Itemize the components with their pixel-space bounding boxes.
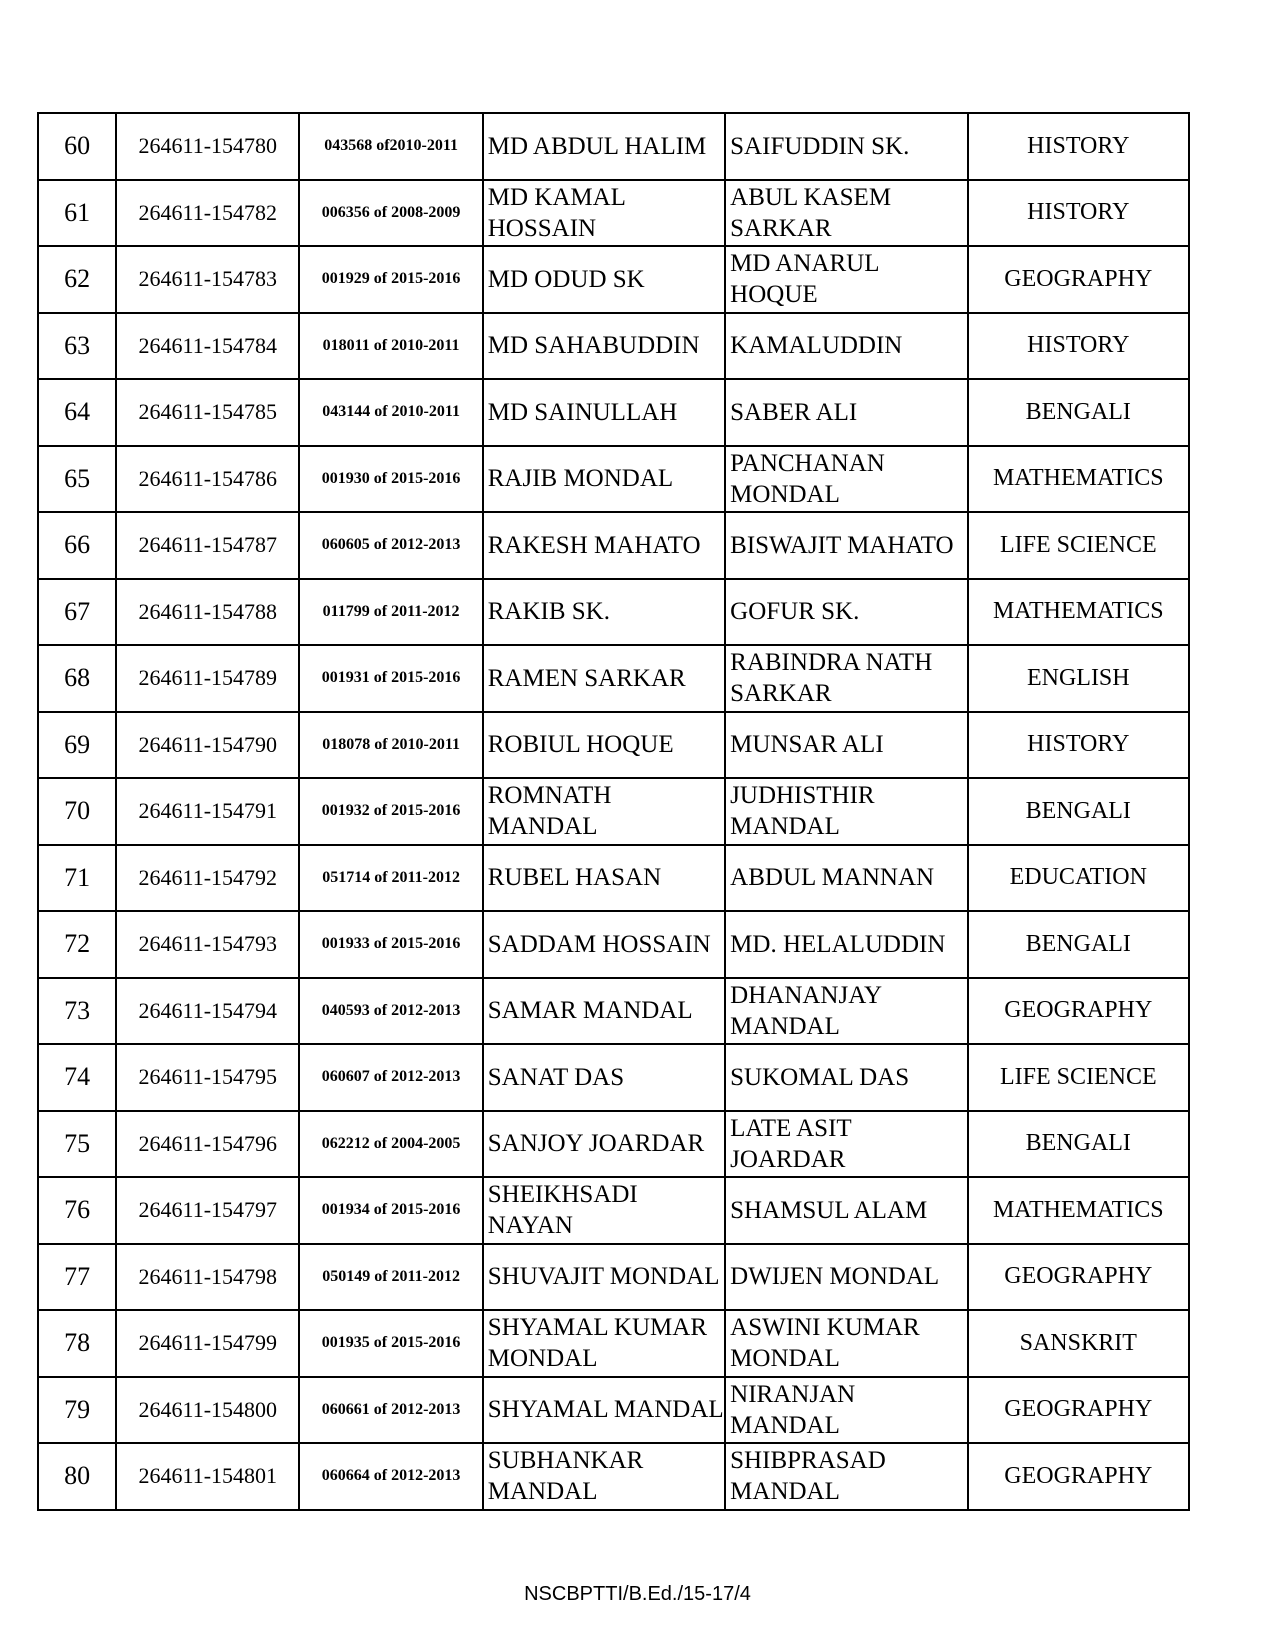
guardian-name-cell: ASWINI KUMAR MONDAL [725, 1310, 967, 1377]
roll-id-cell: 264611-154784 [116, 313, 299, 380]
roll-id-cell: 264611-154787 [116, 512, 299, 579]
serial-number-cell: 72 [38, 911, 116, 978]
roll-id-cell: 264611-154791 [116, 778, 299, 845]
guardian-name-cell: SABER ALI [725, 379, 967, 446]
serial-number-cell: 75 [38, 1111, 116, 1178]
subject-cell: ENGLISH [968, 645, 1189, 712]
table-row [38, 1443, 1189, 1510]
table-row [38, 313, 1189, 380]
registration-cell: 006356 of 2008-2009 [299, 180, 482, 247]
student-name-cell: MD ODUD SK [483, 246, 725, 313]
student-name-cell: RAKIB SK. [483, 579, 725, 646]
serial-number-cell: 76 [38, 1177, 116, 1244]
registration-cell: 060607 of 2012-2013 [299, 1044, 482, 1111]
guardian-name-cell: JUDHISTHIR MANDAL [725, 778, 967, 845]
registration-cell: 060664 of 2012-2013 [299, 1443, 482, 1510]
student-name-cell: RUBEL HASAN [483, 845, 725, 912]
table-row [38, 579, 1189, 646]
roll-id-cell: 264611-154782 [116, 180, 299, 247]
registration-cell: 001930 of 2015-2016 [299, 446, 482, 513]
student-name-cell: SAMAR MANDAL [483, 978, 725, 1045]
serial-number-cell: 68 [38, 645, 116, 712]
serial-number-cell: 60 [38, 113, 116, 180]
table-row [38, 113, 1189, 180]
table-row [38, 778, 1189, 845]
registration-cell: 062212 of 2004-2005 [299, 1111, 482, 1178]
serial-number-cell: 62 [38, 246, 116, 313]
table-row [38, 978, 1189, 1045]
student-name-cell: MD ABDUL HALIM [483, 113, 725, 180]
table-row [38, 1244, 1189, 1311]
roll-id-cell: 264611-154790 [116, 712, 299, 779]
guardian-name-cell: MD. HELALUDDIN [725, 911, 967, 978]
subject-cell: HISTORY [968, 113, 1189, 180]
guardian-name-cell: KAMALUDDIN [725, 313, 967, 380]
table-row [38, 911, 1189, 978]
registration-cell: 051714 of 2011-2012 [299, 845, 482, 912]
serial-number-cell: 61 [38, 180, 116, 247]
subject-cell: GEOGRAPHY [968, 1443, 1189, 1510]
serial-number-cell: 80 [38, 1443, 116, 1510]
guardian-name-cell: DHANANJAY MANDAL [725, 978, 967, 1045]
guardian-name-cell: SUKOMAL DAS [725, 1044, 967, 1111]
roll-id-cell: 264611-154794 [116, 978, 299, 1045]
serial-number-cell: 70 [38, 778, 116, 845]
registration-cell: 011799 of 2011-2012 [299, 579, 482, 646]
table-row [38, 1377, 1189, 1444]
student-name-cell: ROBIUL HOQUE [483, 712, 725, 779]
subject-cell: BENGALI [968, 1111, 1189, 1178]
roll-id-cell: 264611-154786 [116, 446, 299, 513]
serial-number-cell: 77 [38, 1244, 116, 1311]
subject-cell: BENGALI [968, 379, 1189, 446]
registration-cell: 001932 of 2015-2016 [299, 778, 482, 845]
roll-id-cell: 264611-154793 [116, 911, 299, 978]
serial-number-cell: 78 [38, 1310, 116, 1377]
subject-cell: GEOGRAPHY [968, 1377, 1189, 1444]
table-row [38, 1044, 1189, 1111]
serial-number-cell: 73 [38, 978, 116, 1045]
subject-cell: MATHEMATICS [968, 1177, 1189, 1244]
registration-cell: 001929 of 2015-2016 [299, 246, 482, 313]
table-row [38, 1111, 1189, 1178]
subject-cell: SANSKRIT [968, 1310, 1189, 1377]
guardian-name-cell: GOFUR SK. [725, 579, 967, 646]
table-row [38, 512, 1189, 579]
subject-cell: GEOGRAPHY [968, 246, 1189, 313]
subject-cell: BENGALI [968, 911, 1189, 978]
guardian-name-cell: ABDUL MANNAN [725, 845, 967, 912]
registration-cell: 043568 of2010-2011 [299, 113, 482, 180]
registration-cell: 060605 of 2012-2013 [299, 512, 482, 579]
roll-id-cell: 264611-154801 [116, 1443, 299, 1510]
registration-cell: 001933 of 2015-2016 [299, 911, 482, 978]
student-name-cell: MD SAHABUDDIN [483, 313, 725, 380]
student-name-cell: SHYAMAL MANDAL [483, 1377, 725, 1444]
student-name-cell: SUBHANKAR MANDAL [483, 1443, 725, 1510]
table-row [38, 1310, 1189, 1377]
registration-cell: 001931 of 2015-2016 [299, 645, 482, 712]
subject-cell: HISTORY [968, 313, 1189, 380]
registration-cell: 043144 of 2010-2011 [299, 379, 482, 446]
registration-cell: 001934 of 2015-2016 [299, 1177, 482, 1244]
student-roll-table [37, 112, 1190, 1511]
student-name-cell: MD SAINULLAH [483, 379, 725, 446]
guardian-name-cell: SAIFUDDIN SK. [725, 113, 967, 180]
student-name-cell: SHYAMAL KUMAR MONDAL [483, 1310, 725, 1377]
student-name-cell: SANAT DAS [483, 1044, 725, 1111]
registration-cell: 060661 of 2012-2013 [299, 1377, 482, 1444]
guardian-name-cell: SHAMSUL ALAM [725, 1177, 967, 1244]
table-row [38, 845, 1189, 912]
roll-id-cell: 264611-154792 [116, 845, 299, 912]
guardian-name-cell: PANCHANAN MONDAL [725, 446, 967, 513]
guardian-name-cell: BISWAJIT MAHATO [725, 512, 967, 579]
subject-cell: LIFE SCIENCE [968, 1044, 1189, 1111]
roll-id-cell: 264611-154780 [116, 113, 299, 180]
roll-id-cell: 264611-154789 [116, 645, 299, 712]
student-name-cell: SHUVAJIT MONDAL [483, 1244, 725, 1311]
serial-number-cell: 74 [38, 1044, 116, 1111]
student-name-cell: RAJIB MONDAL [483, 446, 725, 513]
guardian-name-cell: MUNSAR ALI [725, 712, 967, 779]
student-name-cell: ROMNATH MANDAL [483, 778, 725, 845]
student-name-cell: RAMEN SARKAR [483, 645, 725, 712]
serial-number-cell: 79 [38, 1377, 116, 1444]
subject-cell: MATHEMATICS [968, 446, 1189, 513]
roll-id-cell: 264611-154783 [116, 246, 299, 313]
student-name-cell: RAKESH MAHATO [483, 512, 725, 579]
student-name-cell: MD KAMAL HOSSAIN [483, 180, 725, 247]
guardian-name-cell: MD ANARUL HOQUE [725, 246, 967, 313]
subject-cell: BENGALI [968, 778, 1189, 845]
guardian-name-cell: NIRANJAN MANDAL [725, 1377, 967, 1444]
roll-id-cell: 264611-154785 [116, 379, 299, 446]
serial-number-cell: 71 [38, 845, 116, 912]
roll-id-cell: 264611-154800 [116, 1377, 299, 1444]
roll-id-cell: 264611-154799 [116, 1310, 299, 1377]
subject-cell: LIFE SCIENCE [968, 512, 1189, 579]
guardian-name-cell: DWIJEN MONDAL [725, 1244, 967, 1311]
subject-cell: HISTORY [968, 712, 1189, 779]
subject-cell: MATHEMATICS [968, 579, 1189, 646]
student-name-cell: SHEIKHSADI NAYAN [483, 1177, 725, 1244]
table-row [38, 712, 1189, 779]
serial-number-cell: 65 [38, 446, 116, 513]
guardian-name-cell: ABUL KASEM SARKAR [725, 180, 967, 247]
registration-cell: 040593 of 2012-2013 [299, 978, 482, 1045]
table-row [38, 645, 1189, 712]
registration-cell: 018078 of 2010-2011 [299, 712, 482, 779]
table-row [38, 180, 1189, 247]
table-row [38, 379, 1189, 446]
registration-cell: 050149 of 2011-2012 [299, 1244, 482, 1311]
serial-number-cell: 64 [38, 379, 116, 446]
student-name-cell: SADDAM HOSSAIN [483, 911, 725, 978]
guardian-name-cell: LATE ASIT JOARDAR [725, 1111, 967, 1178]
subject-cell: GEOGRAPHY [968, 978, 1189, 1045]
serial-number-cell: 63 [38, 313, 116, 380]
registration-cell: 001935 of 2015-2016 [299, 1310, 482, 1377]
table-row [38, 446, 1189, 513]
roll-id-cell: 264611-154795 [116, 1044, 299, 1111]
roll-id-cell: 264611-154796 [116, 1111, 299, 1178]
serial-number-cell: 67 [38, 579, 116, 646]
subject-cell: HISTORY [968, 180, 1189, 247]
subject-cell: EDUCATION [968, 845, 1189, 912]
student-name-cell: SANJOY JOARDAR [483, 1111, 725, 1178]
subject-cell: GEOGRAPHY [968, 1244, 1189, 1311]
table-body [38, 113, 1189, 1510]
serial-number-cell: 69 [38, 712, 116, 779]
guardian-name-cell: RABINDRA NATH SARKAR [725, 645, 967, 712]
document-reference-code: NSCBPTTI/B.Ed./15-17/4 [524, 1583, 751, 1605]
roll-id-cell: 264611-154797 [116, 1177, 299, 1244]
serial-number-cell: 66 [38, 512, 116, 579]
roll-id-cell: 264611-154798 [116, 1244, 299, 1311]
roll-id-cell: 264611-154788 [116, 579, 299, 646]
guardian-name-cell: SHIBPRASAD MANDAL [725, 1443, 967, 1510]
registration-cell: 018011 of 2010-2011 [299, 313, 482, 380]
table-row [38, 1177, 1189, 1244]
table-row [38, 246, 1189, 313]
